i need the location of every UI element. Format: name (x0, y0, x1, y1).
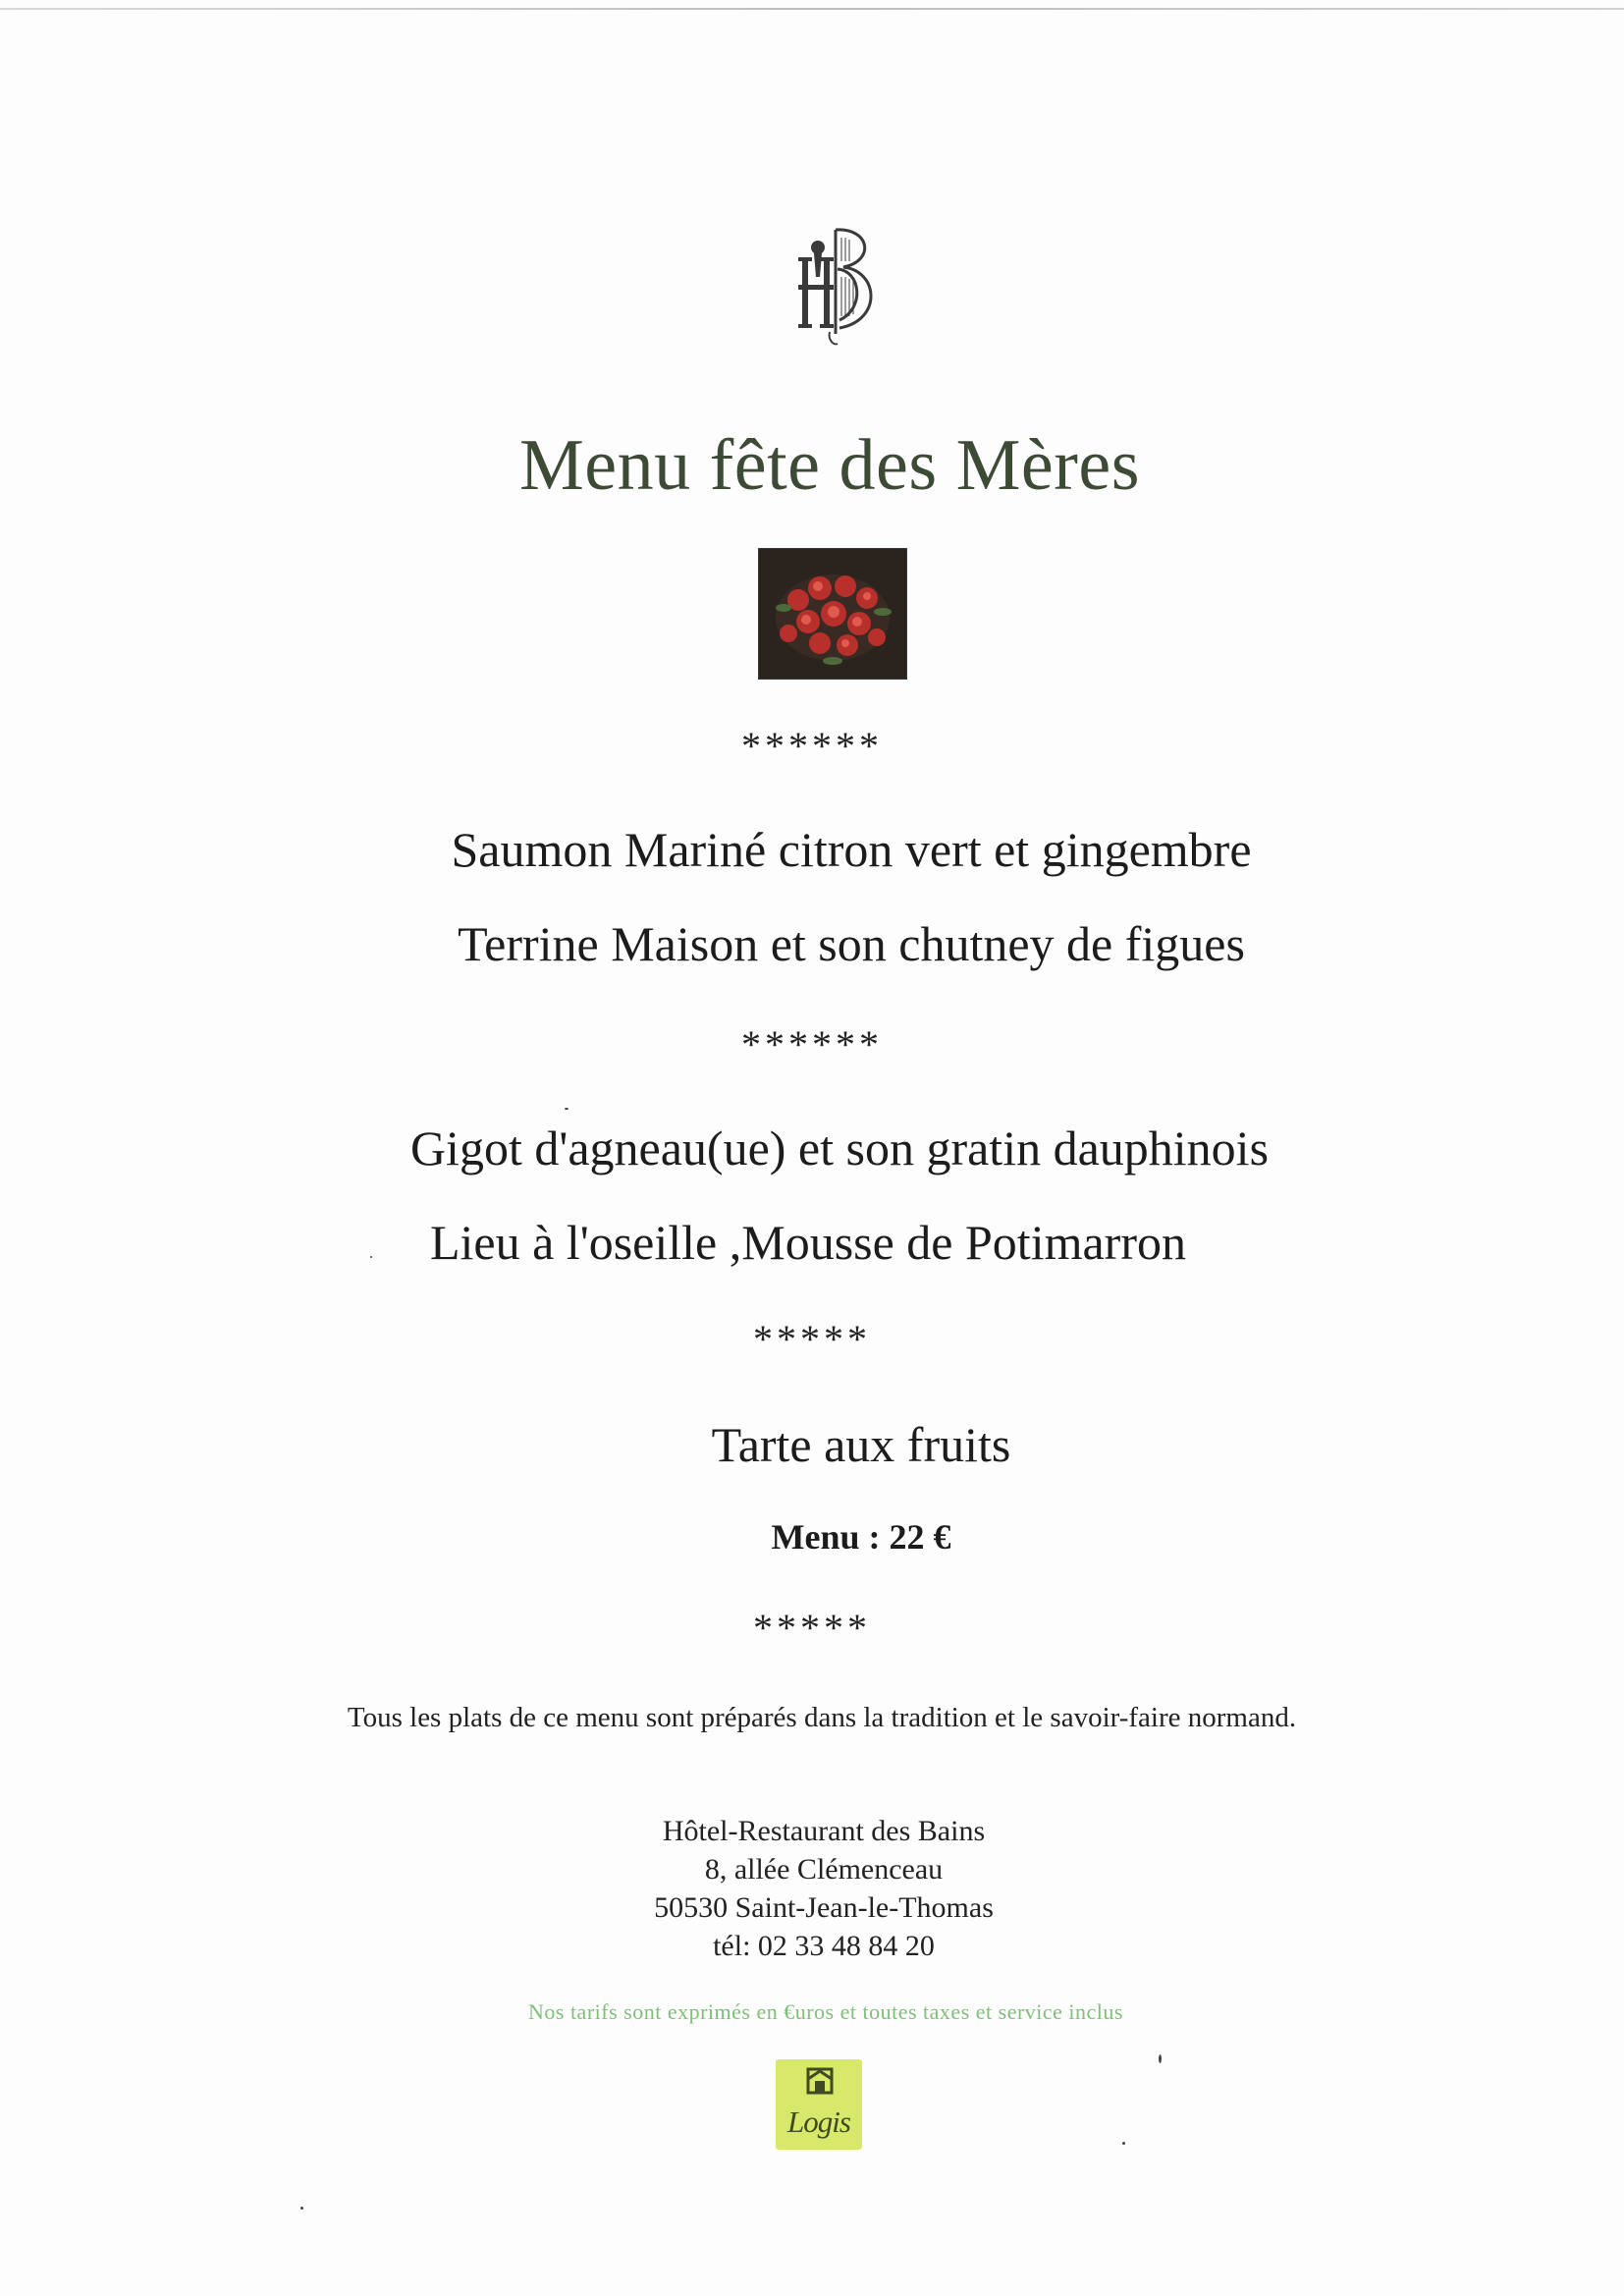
separator-stars-3: ***** (753, 1317, 871, 1361)
tax-note: Nos tarifs sont exprimés en €uros et toutes taxes et service inclus (528, 1999, 1123, 2024)
scan-speck (1159, 2054, 1162, 2063)
logis-house-icon (776, 2059, 862, 2105)
menu-title: Menu fête des Mères (518, 425, 1141, 506)
scan-speck (300, 2207, 303, 2210)
dessert-item: Tarte aux fruits (711, 1417, 1011, 1472)
main-course-item: Gigot d'agneau(ue) et son gratin dauphinois (409, 1121, 1270, 1175)
scan-speck (565, 1108, 568, 1110)
menu-price: Menu : 22 € (771, 1517, 951, 1557)
restaurant-name: Hôtel-Restaurant des Bains (662, 1815, 986, 1847)
restaurant-address (12, 1812, 1624, 1965)
separator-stars-2: ****** (741, 1022, 883, 1066)
hb-monogram-icon (781, 218, 889, 348)
scan-speck (1122, 2142, 1125, 2145)
main-course-item: Lieu à l'oseille ,Mousse de Potimarron (430, 1215, 1186, 1270)
separator-stars-4: ***** (753, 1606, 871, 1650)
restaurant-city: 50530 Saint-Jean-le-Thomas (654, 1891, 994, 1924)
scan-speck (370, 1256, 372, 1258)
logis-badge-icon (776, 2059, 862, 2150)
starter-item: Terrine Maison et son chutney de figues (458, 916, 1245, 971)
tradition-note: Tous les plats de ce menu sont préparés dans la tradition et le savoir-faire normand. (347, 1702, 1297, 1733)
logis-label: Logis (787, 2105, 850, 2139)
restaurant-phone: tél: 02 33 48 84 20 (713, 1930, 935, 1962)
red-flower-bouquet-photo (758, 548, 907, 680)
restaurant-street: 8, allée Clémenceau (704, 1853, 944, 1886)
separator-stars-1: ****** (741, 724, 883, 768)
starter-item: Saumon Mariné citron vert et gingembre (451, 822, 1252, 877)
